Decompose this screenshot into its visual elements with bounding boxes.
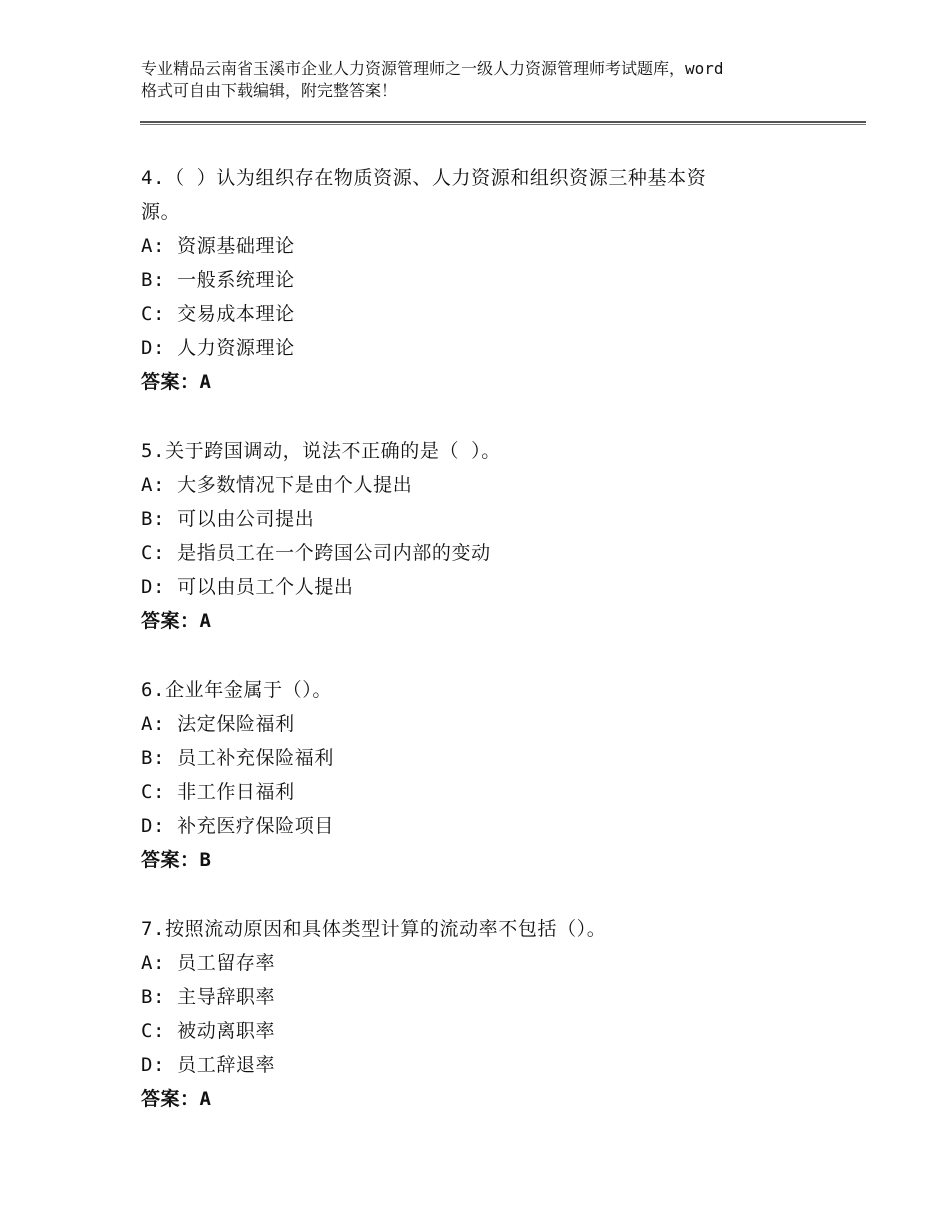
question-stem: 7.按照流动原因和具体类型计算的流动率不包括（）。 (141, 918, 607, 940)
option-a: A: 大多数情况下是由个人提出 (141, 474, 413, 496)
question-stem: 4.（ ）认为组织存在物质资源、人力资源和组织资源三种基本资 (141, 167, 707, 189)
answer: 答案：A (141, 371, 212, 393)
header-line-2: 格式可自由下载编辑，附完整答案！ (141, 81, 398, 100)
option-a: A: 法定保险福利 (141, 713, 295, 735)
question-5 (141, 439, 821, 643)
option-a: A: 员工留存率 (141, 952, 276, 974)
header-divider (140, 121, 866, 123)
option-d: D: 人力资源理论 (141, 337, 295, 359)
question-7 (141, 917, 821, 1121)
question-stem: 6.企业年金属于（）。 (141, 679, 332, 701)
option-b: B: 可以由公司提出 (141, 508, 315, 530)
question-6 (141, 678, 821, 882)
option-d: D: 员工辞退率 (141, 1054, 276, 1076)
option-a: A: 资源基础理论 (141, 235, 295, 257)
option-b: B: 主导辞职率 (141, 986, 276, 1008)
option-c: C: 交易成本理论 (141, 303, 295, 325)
option-c: C: 被动离职率 (141, 1020, 276, 1042)
answer: 答案：A (141, 610, 212, 632)
option-c: C: 非工作日福利 (141, 781, 295, 803)
option-d: D: 补充医疗保险项目 (141, 815, 334, 837)
header-divider-thin (140, 124, 866, 125)
header-line-1: 专业精品云南省玉溪市企业人力资源管理师之一级人力资源管理师考试题库，word (141, 59, 724, 78)
option-b: B: 一般系统理论 (141, 269, 295, 291)
question-stem-continued: 源。 (141, 201, 181, 223)
document-header (141, 58, 831, 102)
option-b: B: 员工补充保险福利 (141, 747, 334, 769)
answer: 答案：B (141, 849, 212, 871)
question-4 (141, 166, 821, 404)
question-stem: 5.关于跨国调动，说法不正确的是（ ）。 (141, 440, 501, 462)
answer: 答案：A (141, 1088, 212, 1110)
option-d: D: 可以由员工个人提出 (141, 576, 354, 598)
option-c: C: 是指员工在一个跨国公司内部的变动 (141, 542, 491, 564)
